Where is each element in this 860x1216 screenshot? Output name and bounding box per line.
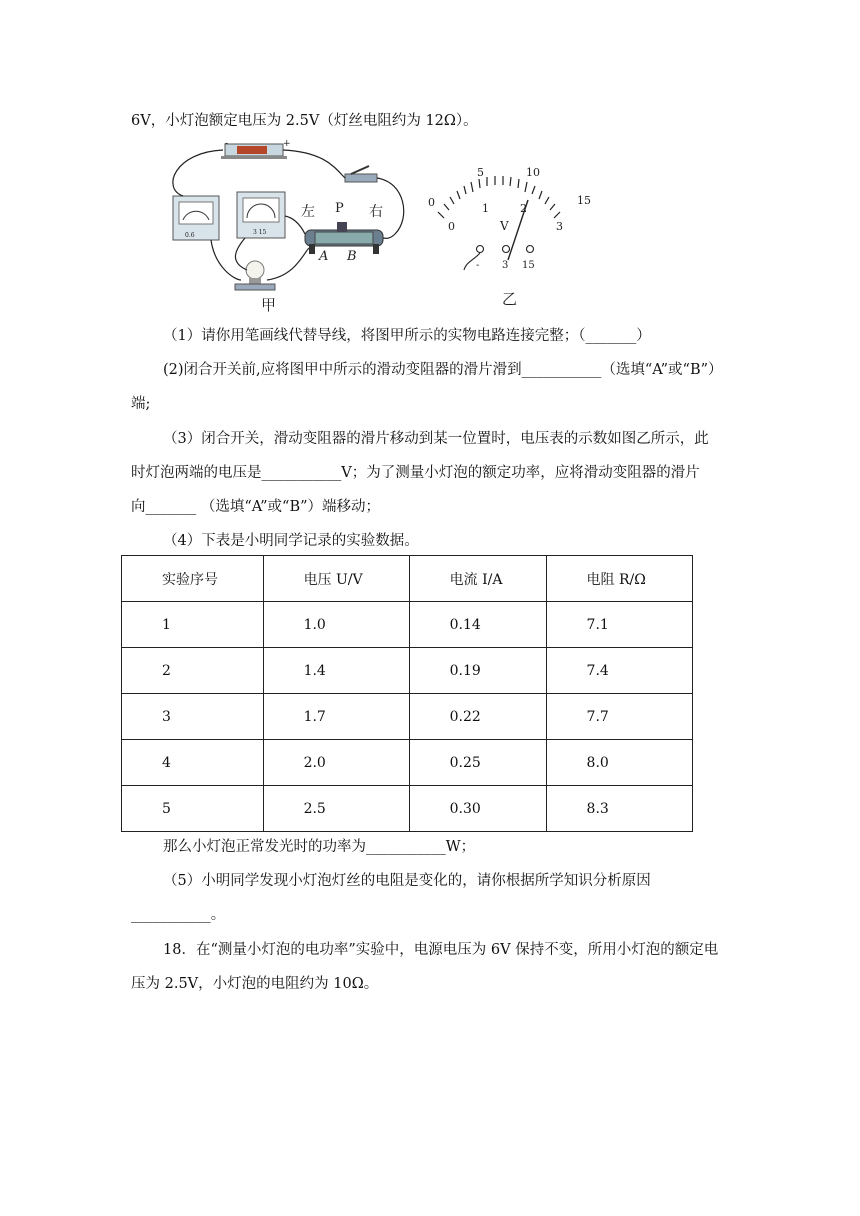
table-cell: 2.0 xyxy=(263,740,409,786)
question-5-line-1: （5）小明同学发现小灯泡灯丝的电阻是变化的，请你根据所学知识分析原因 xyxy=(163,873,651,889)
table-cell: 2 xyxy=(122,648,264,694)
table-cell: 0.14 xyxy=(409,602,546,648)
table-cell: 1 xyxy=(122,602,264,648)
caption-yi: 乙 xyxy=(502,290,518,308)
table-header-cell: 电流 I/A xyxy=(409,556,546,602)
question-18-line-2: 压为 2.5V，小灯泡的电阻约为 10Ω。 xyxy=(131,976,379,992)
table-row xyxy=(122,602,693,648)
bottom-tick-2: 2 xyxy=(520,202,527,215)
ammeter-scale-label: 0.6 xyxy=(185,232,195,239)
battery-minus-label: - xyxy=(225,139,229,149)
terminal-3: 3 xyxy=(502,260,509,271)
unit-label: V xyxy=(500,219,509,233)
top-tick-15: 15 xyxy=(577,194,591,207)
bottom-tick-0: 0 xyxy=(448,220,455,233)
data-table xyxy=(121,555,693,832)
table-header-cell: 实验序号 xyxy=(122,556,264,602)
question-4: （4）下表是小明同学记录的实验数据。 xyxy=(163,533,419,549)
question-4-power: 那么小灯泡正常发光时的功率为___________W； xyxy=(163,839,476,855)
caption-jia: 甲 xyxy=(261,296,277,314)
question-3-line-3: 向_______ （选填“A”或“B”）端移动； xyxy=(131,499,381,515)
table-header-cell: 电压 U/V xyxy=(263,556,409,602)
table-cell: 0.25 xyxy=(409,740,546,786)
question-1: （1）请你用笔画线代替导线，将图甲所示的实物电路连接完整；（_______） xyxy=(163,328,651,344)
table-cell: 5 xyxy=(122,786,264,832)
top-tick-0: 0 xyxy=(428,196,435,209)
table-header-cell: 电阻 R/Ω xyxy=(546,556,692,602)
bottom-tick-3: 3 xyxy=(556,220,563,233)
table-cell: 2.5 xyxy=(263,786,409,832)
table-cell: 1.4 xyxy=(263,648,409,694)
table-cell: 4 xyxy=(122,740,264,786)
bulb-icon xyxy=(235,261,275,290)
question-2-line-2: 端; xyxy=(131,396,151,412)
ammeter-icon xyxy=(173,196,219,240)
question-3-line-1: （3）闭合开关，滑动变阻器的滑片移动到某一位置时，电压表的示数如图乙所示，此 xyxy=(163,431,709,447)
top-tick-5: 5 xyxy=(477,166,484,179)
table-cell: 7.1 xyxy=(546,602,692,648)
table-row xyxy=(122,648,693,694)
question-2-line-1: (2)闭合开关前,应将图甲中所示的滑动变阻器的滑片滑到___________（选填“A”或“B”） xyxy=(163,362,723,378)
question-18-line-1: 18．在“测量小灯泡的电功率”实验中，电源电压为 6V 保持不变，所用小灯泡的额定电 xyxy=(163,942,719,958)
table-cell: 1.0 xyxy=(263,602,409,648)
table-cell: 8.3 xyxy=(546,786,692,832)
battery-plus-label: + xyxy=(283,139,291,149)
table-cell: 3 xyxy=(122,694,264,740)
terminal-15: 15 xyxy=(522,260,535,271)
label-a: A xyxy=(319,249,329,264)
bottom-tick-1: 1 xyxy=(482,202,489,215)
question-5-line-2: ___________。 xyxy=(131,907,226,923)
table-cell: 1.7 xyxy=(263,694,409,740)
table-cell: 0.30 xyxy=(409,786,546,832)
dial-ticks xyxy=(438,176,560,218)
table-row xyxy=(122,740,693,786)
table-row xyxy=(122,694,693,740)
table-cell: 0.22 xyxy=(409,694,546,740)
table-row xyxy=(122,786,693,832)
table-cell: 7.7 xyxy=(546,694,692,740)
label-right: 右 xyxy=(369,204,383,220)
table-header-row xyxy=(122,556,693,602)
voltmeter-scale-label: 3 15 xyxy=(253,229,267,236)
top-tick-10: 10 xyxy=(526,166,540,179)
table-cell: 8.0 xyxy=(546,740,692,786)
table-cell: 0.19 xyxy=(409,648,546,694)
question-3-line-2: 时灯泡两端的电压是___________V；为了测量小灯泡的额定功率，应将滑动变阻器的滑片 xyxy=(131,465,700,481)
label-p: P xyxy=(335,201,344,216)
battery-icon xyxy=(221,139,291,159)
voltmeter-dial-figure-yi xyxy=(420,162,610,312)
intro-line: 6V，小灯泡额定电压为 2.5V（灯丝电阻约为 12Ω）。 xyxy=(131,113,478,129)
circuit-figure-jia xyxy=(155,138,415,318)
label-b: B xyxy=(347,249,357,264)
label-left: 左 xyxy=(301,204,315,220)
switch-icon xyxy=(345,166,377,182)
rheostat-icon xyxy=(305,222,383,254)
terminal-minus: - xyxy=(476,260,480,271)
table-cell: 7.4 xyxy=(546,648,692,694)
voltmeter-icon xyxy=(237,192,285,238)
